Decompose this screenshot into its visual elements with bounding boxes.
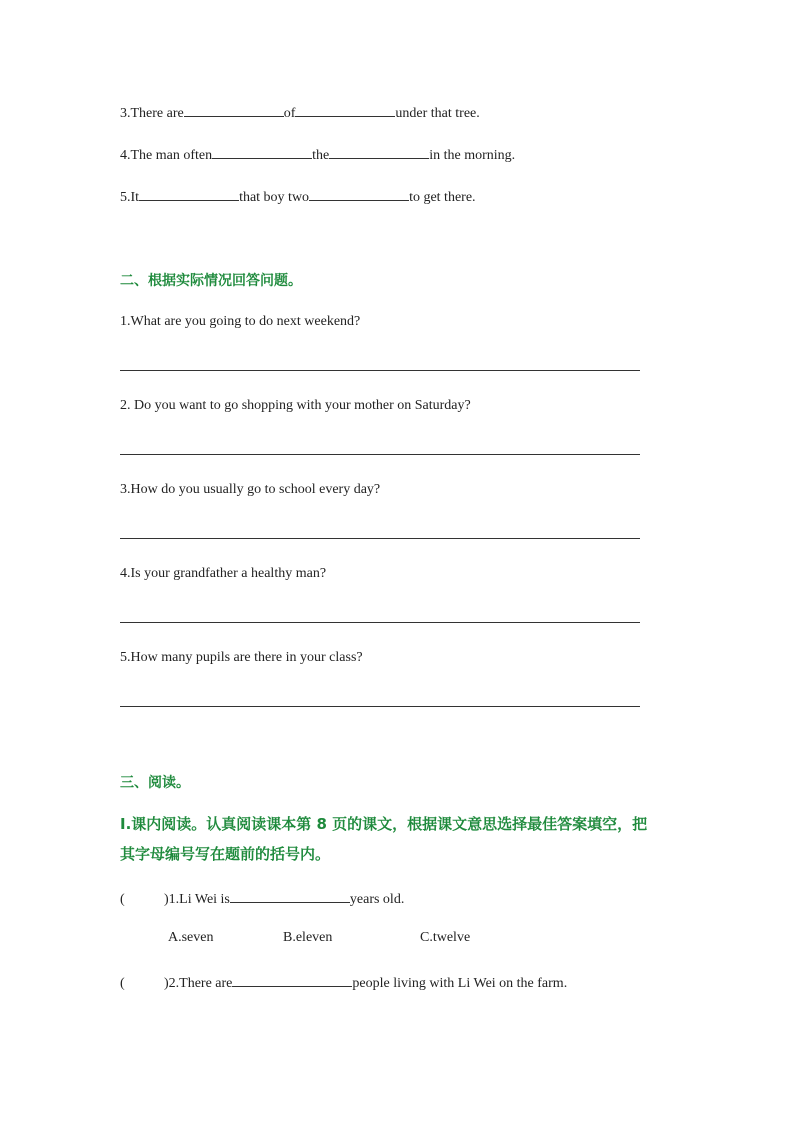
option-a: A.seven xyxy=(168,930,214,945)
answer-line-4[interactable] xyxy=(120,622,640,623)
section-3-title: 三、阅读。 xyxy=(120,775,190,791)
question-5: 5.How many pupils are there in your class? xyxy=(120,650,363,665)
question-4: 4.Is your grandfather a healthy man? xyxy=(120,566,327,581)
fill-in-q4: 4.The man often the in the morning. xyxy=(120,144,515,166)
reading-question-2: ( )2.There are people living with Li Wei on the farm. xyxy=(120,972,567,994)
option-c: C.twelve xyxy=(420,930,471,945)
blank[interactable] xyxy=(329,144,429,159)
answer-line-5[interactable] xyxy=(120,706,640,707)
blank[interactable] xyxy=(184,102,284,117)
reading-instruction: I.课内阅读。认真阅读课本第 8 页的课文，根据课文意思选择最佳答案填空，把 其字母编号写在题前的括号内。 xyxy=(120,815,648,863)
section-2-title: 二、根据实际情况回答问题。 xyxy=(120,273,302,289)
blank[interactable] xyxy=(139,186,239,201)
option-b: B.eleven xyxy=(283,930,333,945)
question-1: 1.What are you going to do next weekend? xyxy=(120,314,361,329)
answer-bracket[interactable]: ( xyxy=(120,892,125,907)
fill-in-q3: 3.There are of under that tree. xyxy=(120,102,480,124)
answer-line-1[interactable] xyxy=(120,370,640,371)
blank[interactable] xyxy=(232,972,352,987)
answer-bracket[interactable]: ( xyxy=(120,976,125,991)
fill-in-q5: 5.It that boy two to get there. xyxy=(120,186,476,208)
blank[interactable] xyxy=(230,888,350,903)
answer-line-2[interactable] xyxy=(120,454,640,455)
blank[interactable] xyxy=(309,186,409,201)
blank[interactable] xyxy=(295,102,395,117)
reading-question-1: ( )1.Li Wei is years old. xyxy=(120,888,404,910)
answer-line-3[interactable] xyxy=(120,538,640,539)
question-2: 2. Do you want to go shopping with your mother on Saturday? xyxy=(120,398,471,413)
blank[interactable] xyxy=(212,144,312,159)
question-3: 3.How do you usually go to school every day? xyxy=(120,482,381,497)
